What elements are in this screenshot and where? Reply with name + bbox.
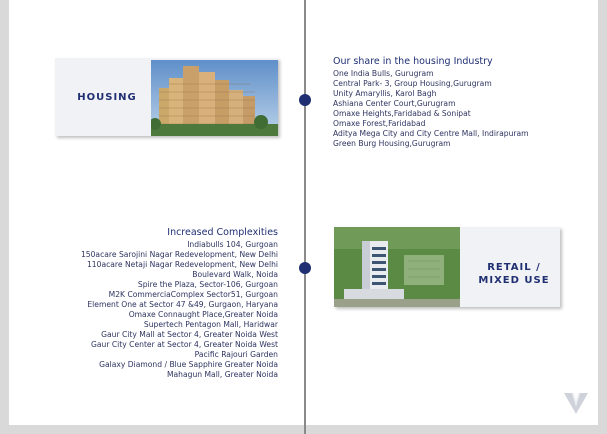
list-item: Gaur City Center at Sector 4, Greater Noida West [90, 340, 278, 349]
list-item: 150acare Sarojini Nagar Redevelopment, New Delhi [80, 250, 278, 259]
list-item: Gaur City Mall at Sector 4, Greater Noida West [101, 330, 278, 339]
retail-timeline-dot [299, 262, 311, 274]
list-item: Unity Amaryllis, Karol Bagh [333, 89, 437, 98]
list-item: Supertech Pentagon Mall, Haridwar [143, 320, 278, 329]
v-logo-icon [563, 390, 589, 416]
retail-section-title: Increased Complexities [167, 227, 278, 238]
list-item: Omaxe Heights,Faridabad & Sonipat [333, 109, 471, 118]
housing-section-title: Our share in the housing Industry [333, 56, 493, 67]
list-item: Mahagun Mall, Greater Noida [166, 370, 278, 379]
retail-label-line2: MIXED USE [478, 275, 550, 286]
housing-project-list [333, 69, 529, 149]
housing-card [55, 58, 278, 136]
retail-project-list [81, 240, 278, 380]
retail-label-line1: RETAIL / [487, 262, 541, 273]
list-item: 110acare Netaji Nagar Redevelopment, New Delhi [86, 260, 278, 269]
list-item: Indiabulls 104, Gurgoan [187, 240, 278, 249]
retail-card [334, 227, 560, 307]
list-item: Omaxe Forest,Faridabad [333, 119, 426, 128]
list-item: Element One at Sector 47 &49, Gurgaon, Haryana [87, 300, 278, 309]
list-item: Omaxe Connaught Place,Greater Noida [128, 310, 278, 319]
list-item: Boulevard Walk, Noida [192, 270, 278, 279]
list-item: One India Bulls, Gurugram [333, 69, 434, 78]
list-item: Central Park- 3, Group Housing,Gurugram [333, 79, 492, 88]
retail-label [468, 261, 560, 287]
housing-timeline-dot [299, 94, 311, 106]
list-item: Green Burg Housing,Gurugram [333, 139, 451, 148]
housing-photo [151, 60, 278, 136]
list-item: Spire the Plaza, Sector-106, Gurgoan [137, 280, 278, 289]
list-item: Galaxy Diamond / Blue Sapphire Greater Noida [99, 360, 278, 369]
list-item: Aditya Mega City and City Centre Mall, Indirapuram [333, 129, 529, 138]
housing-label: HOUSING [77, 92, 137, 103]
retail-photo [334, 227, 460, 307]
timeline-line [304, 0, 306, 434]
list-item: Ashiana Center Court,Gurugram [333, 99, 456, 108]
list-item: Pacific Rajouri Garden [194, 350, 278, 359]
list-item: M2K CommerciaComplex Sector51, Gurgoan [108, 290, 278, 299]
